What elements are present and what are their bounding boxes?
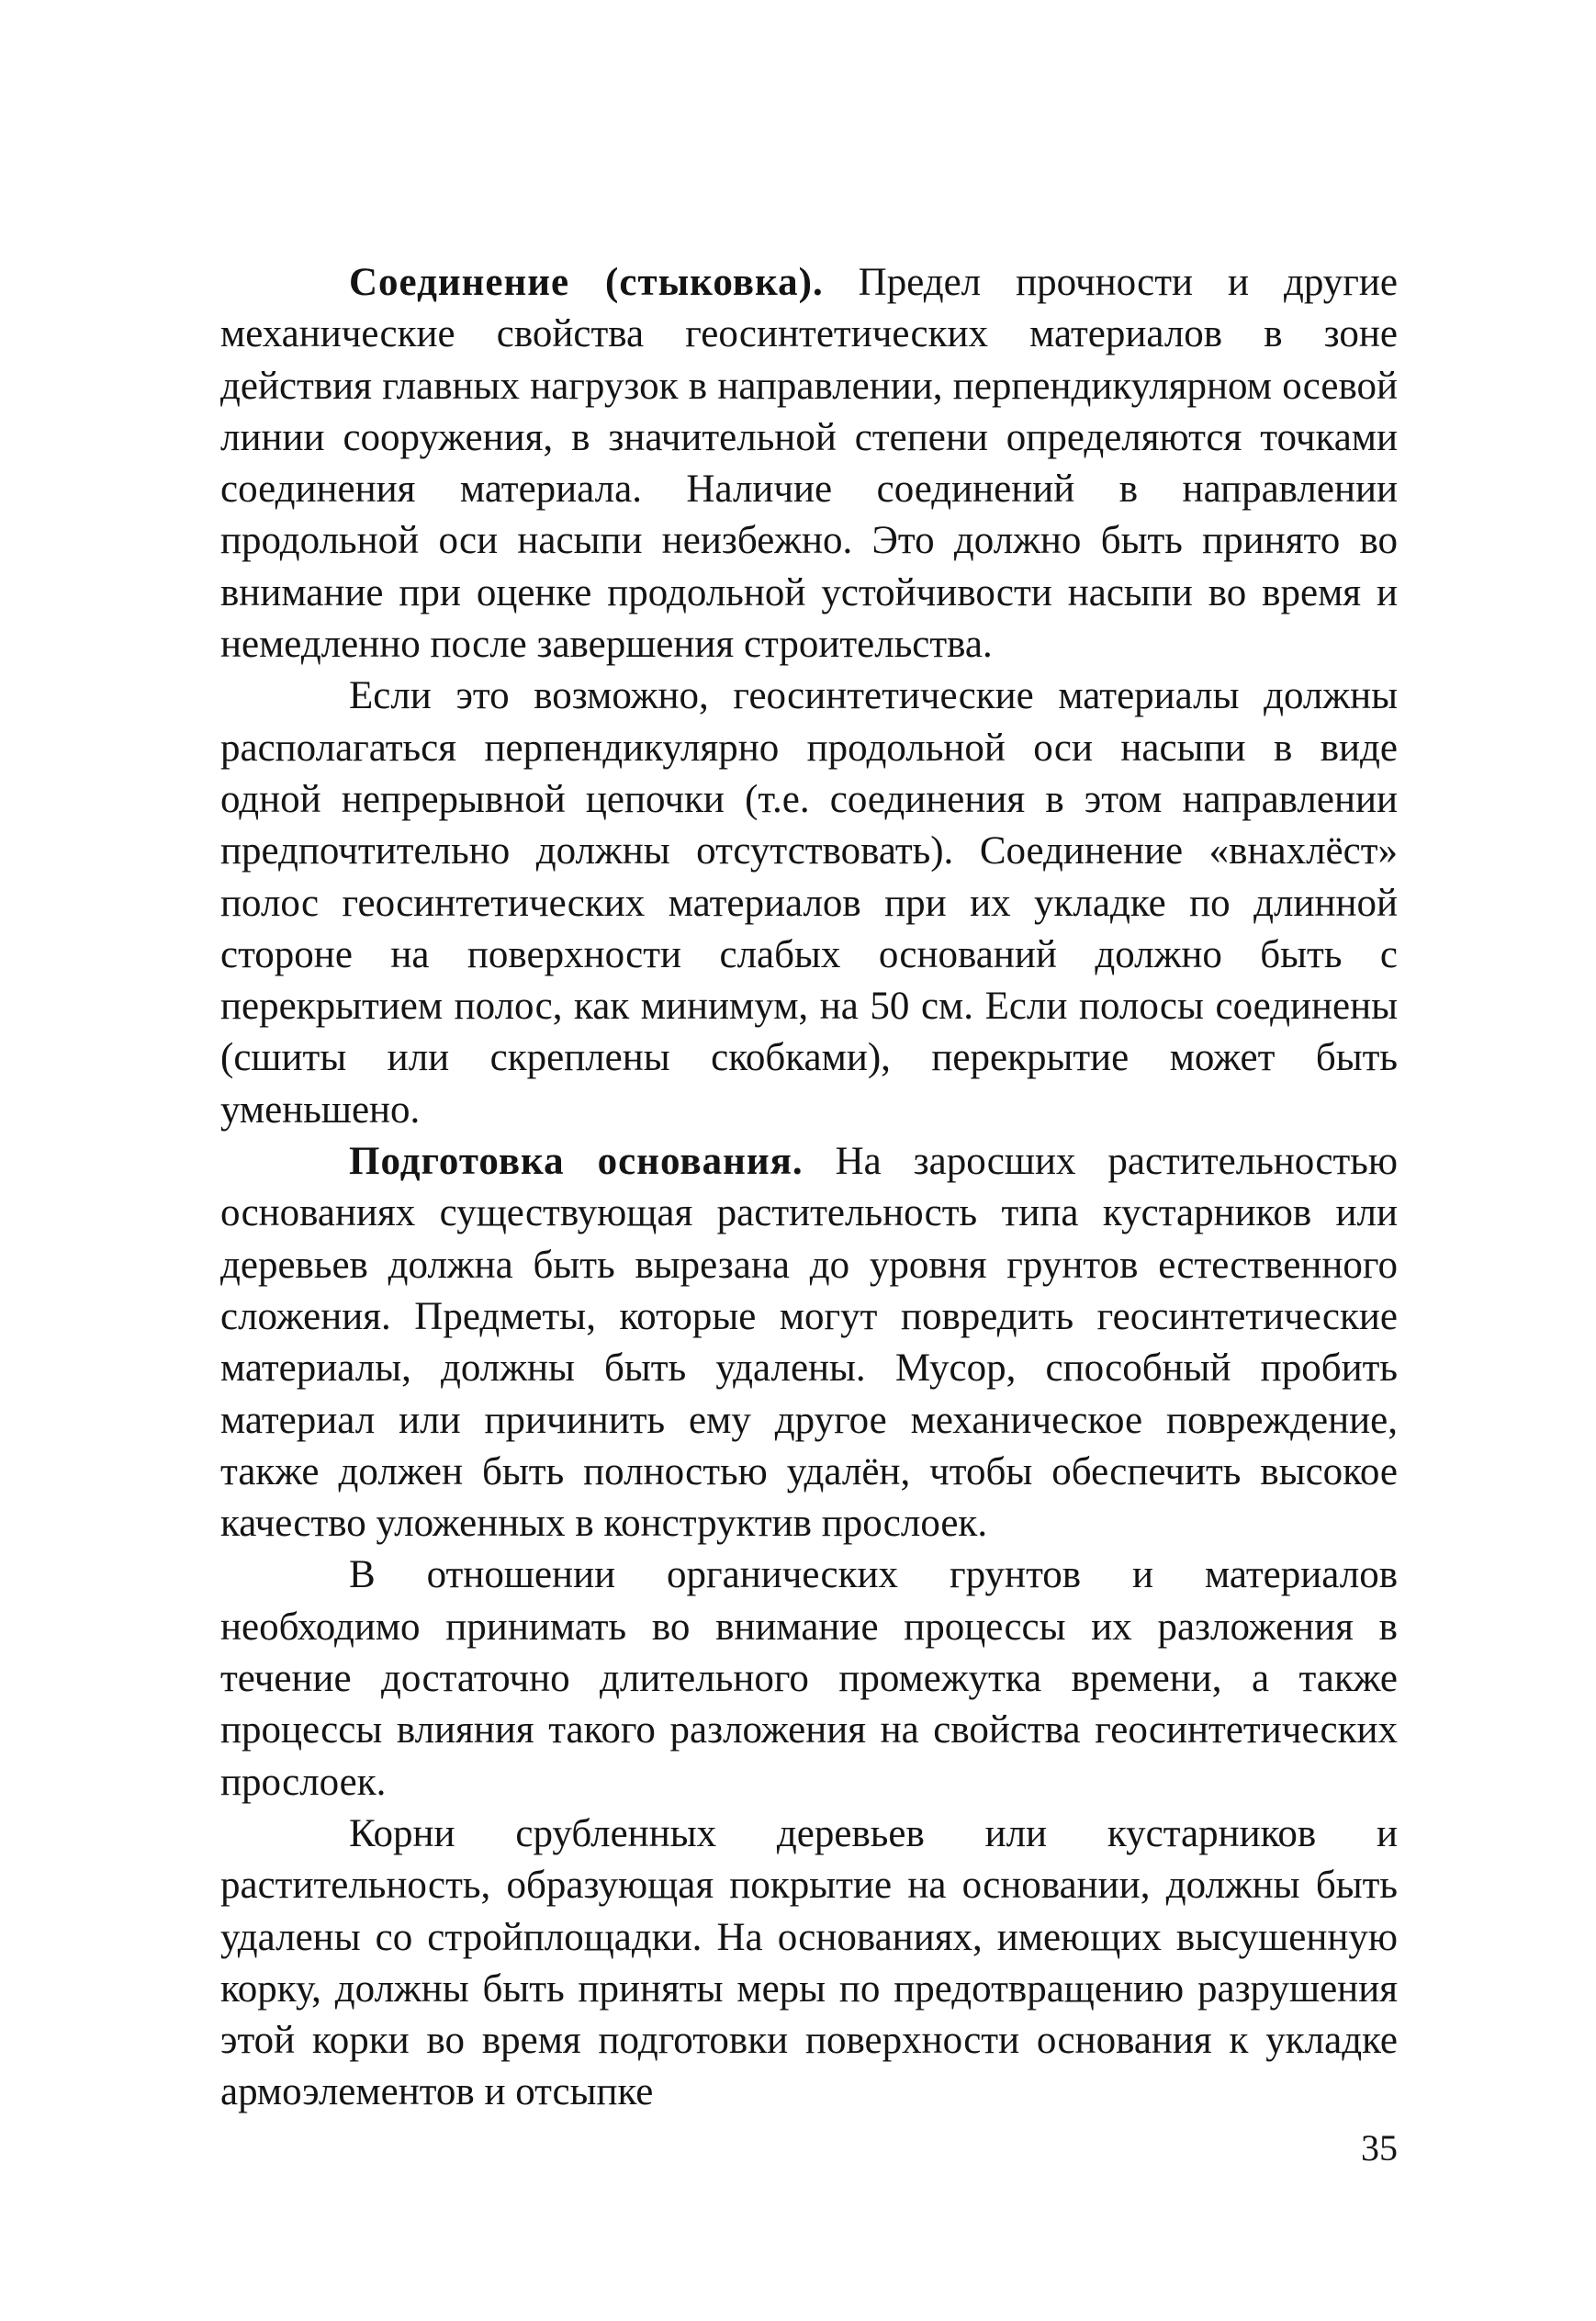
paragraph-overlap-text: Если это возможно, геосинтетические материалы должны располагаться перпендикулярно продольной оси насыпи в виде одной непрерывной цепочки (т.е. соединения в этом направлении предпочтительно должны отсутствовать). Соединение «внахлёст» полос геосинтетических материалов при их укладке по длинной стороне на поверхности слабых оснований должно быть с перекрытием полос, как минимум, на 50 см. Если полосы соединены (сшиты или скреплены скобками), перекрытие может быть уменьшено. [220, 674, 1398, 1132]
paragraph-roots-text: Корни срубленных деревьев или кустарников и растительность, образующая покрытие на основании, должны быть удалены со стройплощадки. На основаниях, имеющих высушенную корку, должны быть приняты меры по предотвращению разрушения этой корки во время подготовки поверхности основания к укладке армоэлементов и отсыпке [220, 1811, 1398, 2114]
page-number: 35 [1361, 2127, 1398, 2169]
paragraph-joints-text: Предел прочности и другие механические свойства геосинтетических материалов в зоне действия главных нагрузок в направлении, перпендикулярном осевой линии сооружения, в значительной степени определяются точками соединения материала. Наличие соединений в направлении продольной оси насыпи неизбежно. Это должно быть принято во внимание при оценке продольной устойчивости насыпи во время и немедленно после завершения строительства. [220, 261, 1399, 667]
paragraph-joints [220, 257, 1398, 670]
paragraph-organic-soils [220, 1549, 1398, 1808]
heading-joints: Соединение (стыковка). [349, 261, 824, 304]
heading-base-preparation: Подготовка основания. [349, 1140, 804, 1184]
paragraph-overlap [220, 670, 1398, 1136]
paragraph-base-preparation [220, 1136, 1398, 1549]
paragraph-organic-soils-text: В отношении органических грунтов и материалов необходимо принимать во внимание процессы их разложения в течение достаточно длительного промежутка времени, а также процессы влияния такого разложения на свойства геосинтетических прослоек. [220, 1553, 1398, 1804]
paragraph-base-preparation-text: На заросших растительностью основаниях существующая растительность типа кустарников или деревьев должна быть вырезана до уровня грунтов естественного сложения. Предметы, которые могут повредить геосинтетические материалы, должны быть удалены. Мусор, способный пробить материал или причинить ему другое механическое повреждение, также должен быть полностью удалён, чтобы обеспечить высокое качество уложенных в конструктив прослоек. [220, 1140, 1398, 1546]
paragraph-roots [220, 1808, 1398, 2119]
body-text [220, 257, 1398, 2119]
